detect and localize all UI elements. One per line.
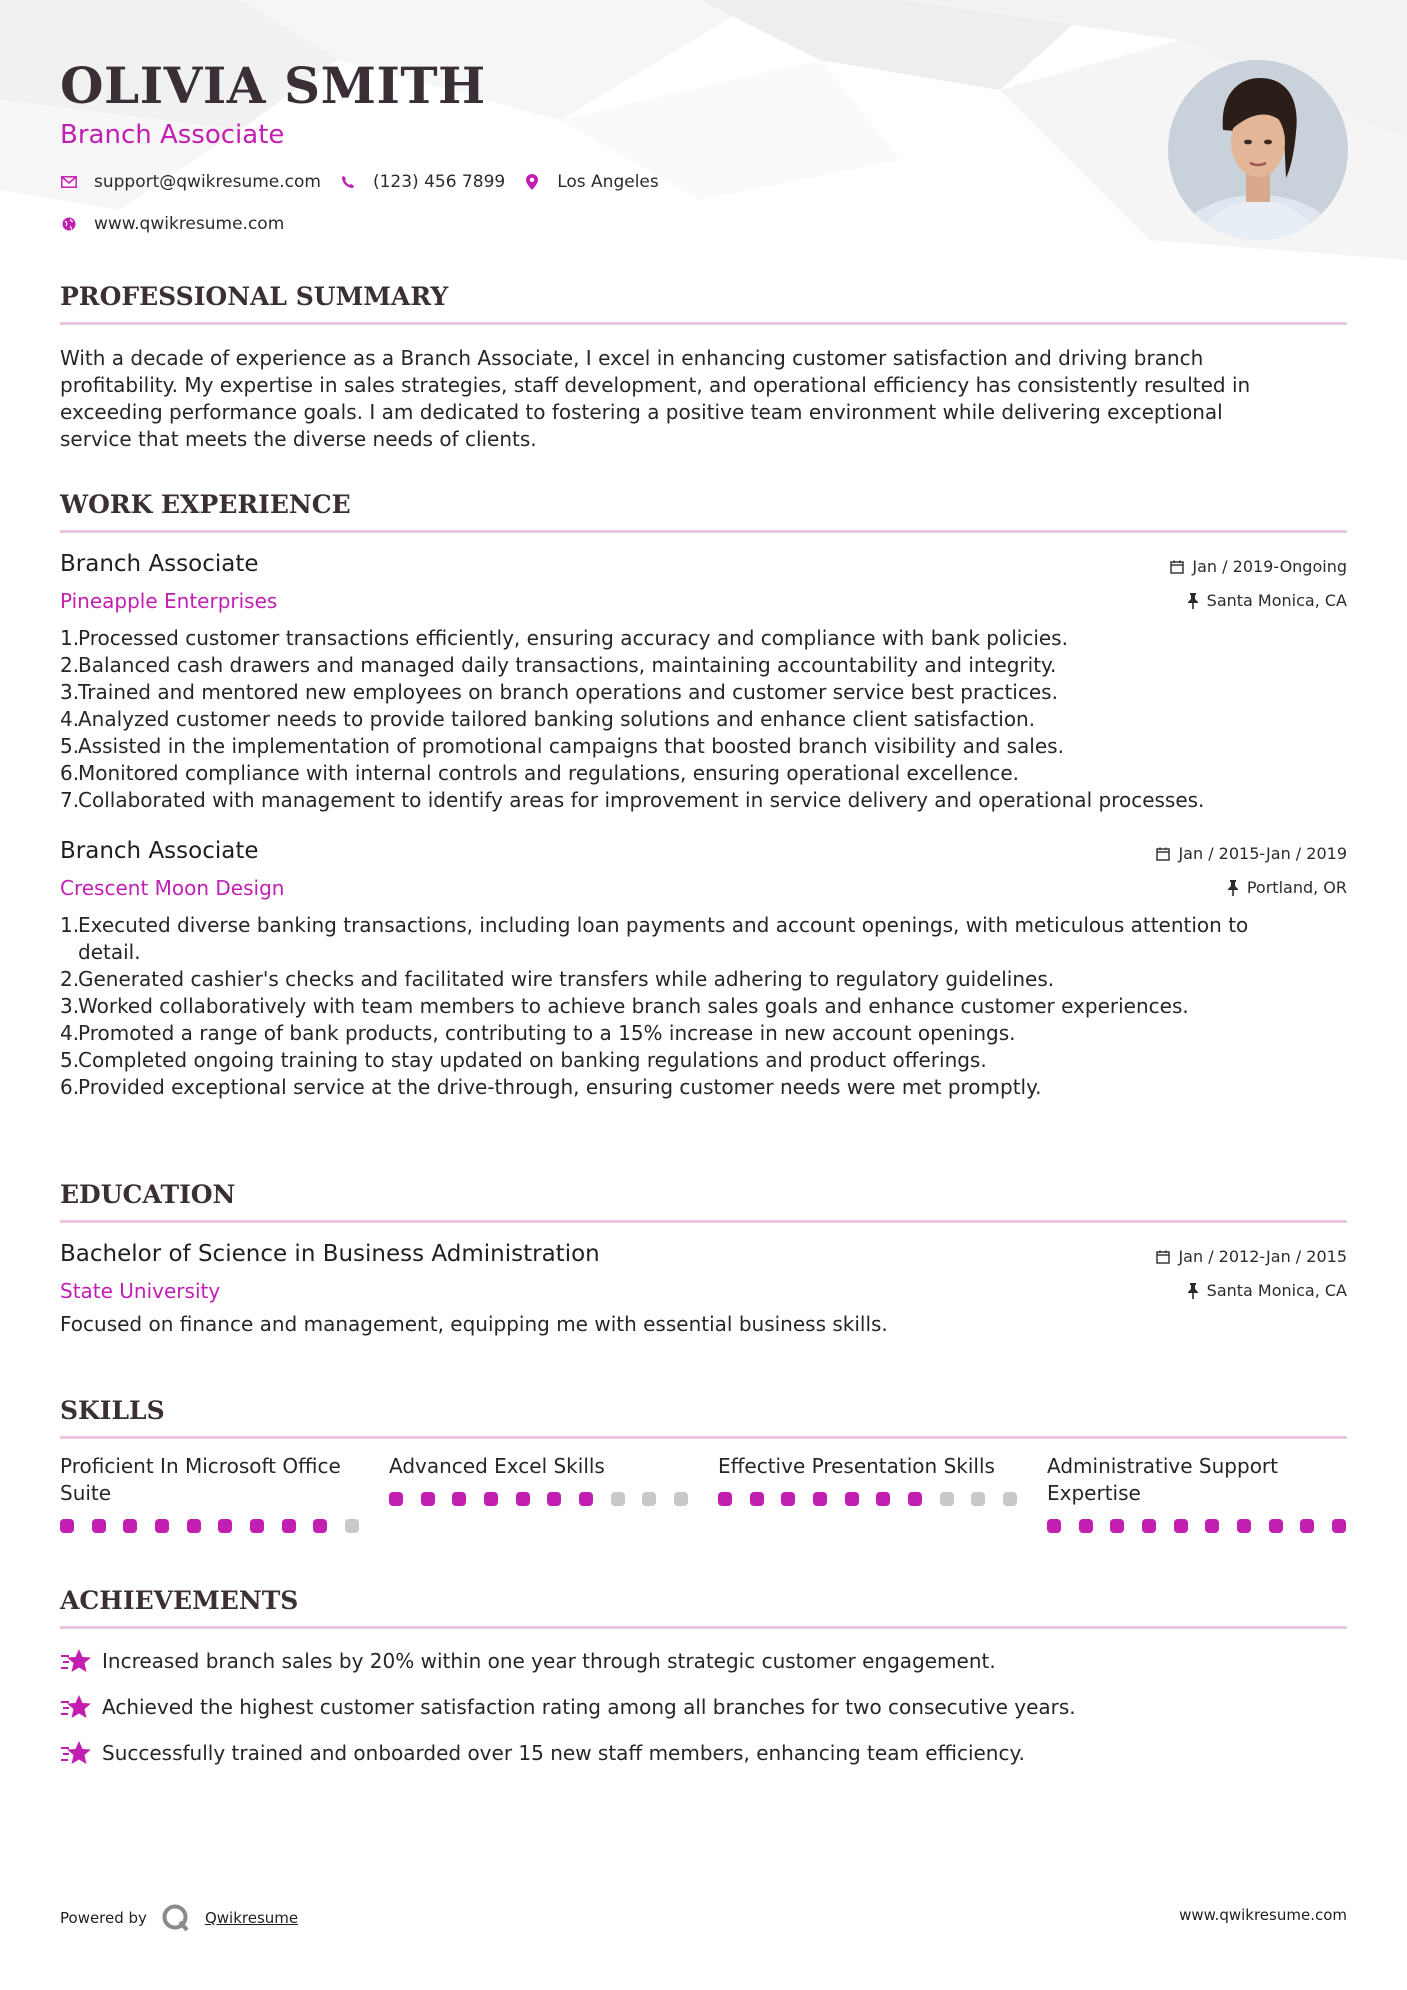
- skill-name: Effective Presentation Skills: [718, 1454, 995, 1478]
- skill-item: [60, 1453, 359, 1533]
- map-pin-icon: [523, 173, 541, 191]
- phone-text: (123) 456 7899: [372, 172, 506, 192]
- list-item: 6. Monitored compliance with internal controls and regulations, ensuring operational excellence.: [60, 761, 1020, 785]
- calendar-icon: [1156, 847, 1170, 861]
- star-icon: [60, 1647, 92, 1675]
- rating-dot-filled: [718, 1492, 732, 1506]
- email-text: support@qwikresume.com: [94, 172, 321, 192]
- list-item: 4. Analyzed customer needs to provide tailored banking solutions and enhance client satisfaction.: [60, 707, 1036, 731]
- candidate-name: OLIVIA SMITH: [60, 56, 486, 115]
- skills-row: [60, 1453, 1347, 1533]
- company-name: Pineapple Enterprises: [60, 589, 278, 613]
- skill-name: Administrative Support Expertise: [1047, 1454, 1278, 1505]
- rating-dot-filled: [484, 1492, 498, 1506]
- rating-dot-filled: [389, 1492, 403, 1506]
- summary-line: With a decade of experience as a Branch Associate, I excel in enhancing customer satisfaction and driving branch: [60, 346, 1204, 370]
- rating-dot-filled: [1237, 1519, 1251, 1533]
- company-name: Crescent Moon Design: [60, 876, 285, 900]
- rating-dot-filled: [1142, 1519, 1156, 1533]
- list-item: 7. Collaborated with management to identify areas for improvement in service delivery and operational processes.: [60, 788, 1205, 812]
- achievement-text: Increased branch sales by 20% within one year through strategic customer engagement.: [102, 1649, 996, 1673]
- education-description: Focused on finance and management, equipping me with essential business skills.: [60, 1312, 888, 1336]
- achievements-list: [60, 1647, 1347, 1767]
- rating-dot-filled: [1047, 1519, 1061, 1533]
- rating-dot-filled: [813, 1492, 827, 1506]
- rating-dot-filled: [547, 1492, 561, 1506]
- job-title: Branch Associate: [60, 838, 259, 864]
- degree-title: Bachelor of Science in Business Administration: [60, 1241, 600, 1267]
- skill-item: [718, 1453, 1017, 1533]
- calendar-icon: [1170, 560, 1184, 574]
- contact-phone[interactable]: [339, 172, 505, 192]
- rating-dot-filled: [155, 1519, 169, 1533]
- skill-item: [1047, 1453, 1346, 1533]
- rating-dot-filled: [516, 1492, 530, 1506]
- qwikresume-link[interactable]: Qwikresume: [204, 1909, 299, 1927]
- rating-dot-filled: [123, 1519, 137, 1533]
- job-location-text: Santa Monica, CA: [1206, 591, 1347, 610]
- skills-title: SKILLS: [60, 1396, 165, 1425]
- job-location: [1187, 591, 1347, 610]
- education-location: [1187, 1281, 1347, 1300]
- job-location: [1227, 878, 1347, 897]
- rating-dot-filled: [1079, 1519, 1093, 1533]
- job-entry: [60, 551, 1347, 814]
- achievement-item: [60, 1739, 1347, 1767]
- skills-section: [60, 1394, 1347, 1533]
- school-name: State University: [60, 1279, 221, 1303]
- education-date-text: Jan / 2012-Jan / 2015: [1178, 1247, 1347, 1266]
- list-item: 5. Completed ongoing training to stay updated on banking regulations and product offerings.: [60, 1048, 987, 1072]
- section-divider: [60, 1626, 1347, 1629]
- contact-row-1: [60, 172, 677, 192]
- list-item: 3. Worked collaboratively with team members to achieve branch sales goals and enhance customer experiences.: [60, 994, 1189, 1018]
- calendar-icon: [1156, 1250, 1170, 1264]
- footer-website[interactable]: www.qwikresume.com: [1179, 1906, 1347, 1924]
- section-divider: [60, 1436, 1347, 1439]
- achievements-section: [60, 1584, 1347, 1785]
- rating-dot-filled: [187, 1519, 201, 1533]
- list-item: 5. Assisted in the implementation of promotional campaigns that boosted branch visibility and sales.: [60, 734, 1064, 758]
- rating-dot-filled: [876, 1492, 890, 1506]
- skill-name: Proficient In Microsoft Office Suite: [60, 1454, 341, 1505]
- education-title: EDUCATION: [60, 1180, 236, 1209]
- rating-dot-filled: [1205, 1519, 1219, 1533]
- job-date: [1156, 844, 1347, 863]
- list-item: 1. Executed diverse banking transactions, including loan payments and account openings, with meticulous attention to: [60, 913, 1249, 937]
- rating-dot-empty: [611, 1492, 625, 1506]
- achievements-title: ACHIEVEMENTS: [60, 1586, 299, 1615]
- summary-section: [60, 280, 1347, 453]
- achievement-item: [60, 1693, 1347, 1721]
- contact-email[interactable]: [60, 172, 321, 192]
- globe-icon: [60, 215, 78, 233]
- summary-line: profitability. My expertise in sales strategies, staff development, and operational efficiency has consistently resulted in: [60, 373, 1251, 397]
- job-date-text: Jan / 2015-Jan / 2019: [1178, 844, 1347, 863]
- profile-photo: [1168, 60, 1348, 240]
- powered-by-text: Powered by: [60, 1909, 147, 1927]
- section-divider: [60, 1220, 1347, 1223]
- rating-dot-filled: [1174, 1519, 1188, 1533]
- experience-title: WORK EXPERIENCE: [60, 490, 351, 519]
- section-divider: [60, 530, 1347, 533]
- contact-website[interactable]: [60, 214, 284, 234]
- section-divider: [60, 322, 1347, 325]
- website-text: www.qwikresume.com: [94, 214, 285, 234]
- rating-dot-filled: [1110, 1519, 1124, 1533]
- skill-rating: [718, 1492, 1017, 1506]
- rating-dot-filled: [1300, 1519, 1314, 1533]
- rating-dot-filled: [579, 1492, 593, 1506]
- rating-dot-filled: [250, 1519, 264, 1533]
- list-item: 4. Promoted a range of bank products, contributing to a 15% increase in new account openings.: [60, 1021, 1016, 1045]
- list-item: 2. Generated cashier's checks and facilitated wire transfers while adhering to regulatory guidelines.: [60, 967, 1055, 991]
- job-title: Branch Associate: [60, 551, 259, 577]
- star-icon: [60, 1739, 92, 1767]
- pushpin-icon: [1227, 880, 1239, 896]
- achievement-item: [60, 1647, 1347, 1675]
- list-item: 1. Processed customer transactions efficiently, ensuring accuracy and compliance with bank policies.: [60, 626, 1068, 650]
- summary-title: PROFESSIONAL SUMMARY: [60, 282, 449, 311]
- summary-line: exceeding performance goals. I am dedicated to fostering a positive team environment while delivering exceptional: [60, 400, 1223, 424]
- rating-dot-filled: [313, 1519, 327, 1533]
- rating-dot-filled: [750, 1492, 764, 1506]
- skill-name: Advanced Excel Skills: [389, 1454, 605, 1478]
- qwikresume-logo-icon: [161, 1903, 191, 1933]
- job-location-text: Portland, OR: [1246, 878, 1347, 897]
- rating-dot-empty: [642, 1492, 656, 1506]
- rating-dot-filled: [781, 1492, 795, 1506]
- job-entry: [60, 838, 1347, 1101]
- rating-dot-filled: [92, 1519, 106, 1533]
- list-item: 2. Balanced cash drawers and managed daily transactions, maintaining accountability and integrity.: [60, 653, 1057, 677]
- achievement-text: Achieved the highest customer satisfaction rating among all branches for two consecutive years.: [102, 1695, 1076, 1719]
- footer-powered-by: [60, 1903, 298, 1933]
- location-text: Los Angeles: [557, 172, 659, 192]
- list-item: detail.: [78, 940, 141, 964]
- rating-dot-filled: [845, 1492, 859, 1506]
- rating-dot-empty: [345, 1519, 359, 1533]
- rating-dot-filled: [452, 1492, 466, 1506]
- rating-dot-filled: [421, 1492, 435, 1506]
- experience-section: [60, 488, 1347, 1101]
- list-item: 3. Trained and mentored new employees on branch operations and customer service best practices.: [60, 680, 1058, 704]
- job-bullets: [60, 625, 1347, 814]
- rating-dot-empty: [971, 1492, 985, 1506]
- rating-dot-filled: [1332, 1519, 1346, 1533]
- rating-dot-filled: [1269, 1519, 1283, 1533]
- skill-rating: [1047, 1519, 1346, 1533]
- mail-icon: [60, 173, 78, 191]
- contact-row-2: [60, 214, 302, 234]
- rating-dot-filled: [218, 1519, 232, 1533]
- skill-rating: [389, 1492, 688, 1506]
- job-date-text: Jan / 2019-Ongoing: [1192, 557, 1347, 576]
- job-date: [1170, 557, 1347, 576]
- candidate-role: Branch Associate: [60, 120, 285, 150]
- summary-line: service that meets the diverse needs of clients.: [60, 427, 537, 451]
- rating-dot-empty: [674, 1492, 688, 1506]
- contact-location: [523, 172, 659, 192]
- pushpin-icon: [1187, 593, 1199, 609]
- achievement-text: Successfully trained and onboarded over 15 new staff members, enhancing team efficiency.: [102, 1741, 1025, 1765]
- phone-icon: [339, 173, 357, 191]
- star-icon: [60, 1693, 92, 1721]
- rating-dot-filled: [282, 1519, 296, 1533]
- skill-item: [389, 1453, 688, 1533]
- rating-dot-filled: [908, 1492, 922, 1506]
- list-item: 6. Provided exceptional service at the drive-through, ensuring customer needs were met promptly.: [60, 1075, 1042, 1099]
- job-bullets: [60, 912, 1347, 1101]
- rating-dot-filled: [60, 1519, 74, 1533]
- education-location-text: Santa Monica, CA: [1206, 1281, 1347, 1300]
- pushpin-icon: [1187, 1283, 1199, 1299]
- education-date: [1156, 1247, 1347, 1266]
- education-section: [60, 1178, 1347, 1338]
- skill-rating: [60, 1519, 359, 1533]
- rating-dot-empty: [940, 1492, 954, 1506]
- rating-dot-empty: [1003, 1492, 1017, 1506]
